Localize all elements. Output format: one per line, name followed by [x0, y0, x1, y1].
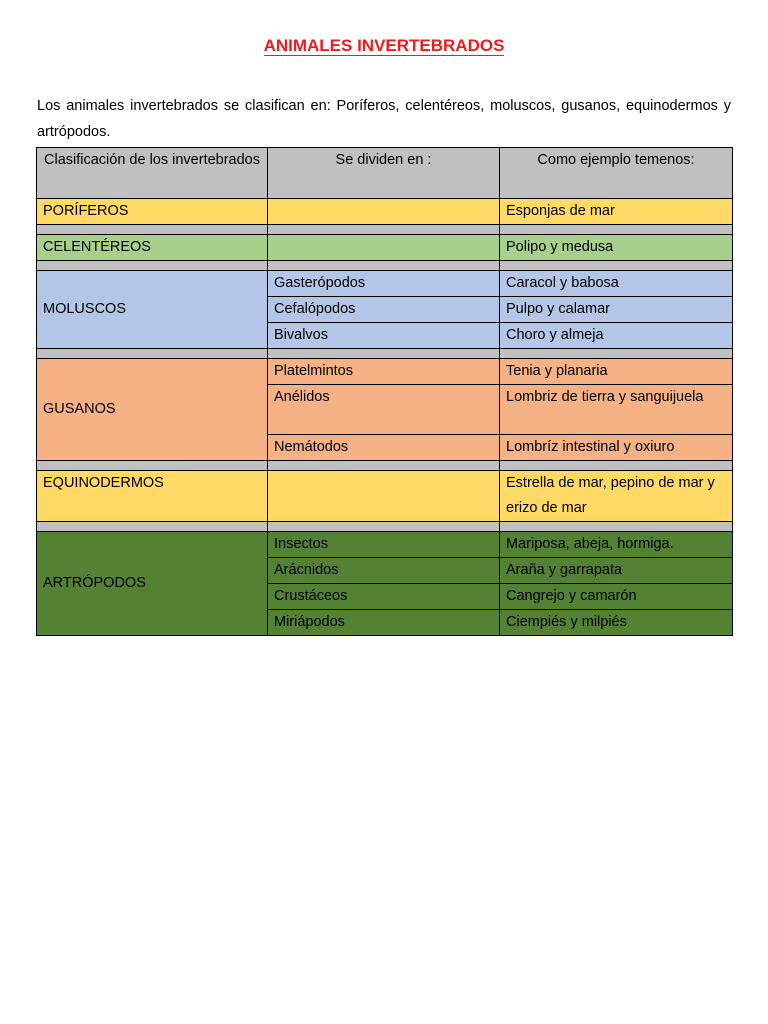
example-cell: Choro y almeja	[500, 323, 733, 349]
page-title-text: ANIMALES INVERTEBRADOS	[263, 36, 505, 55]
division-cell: Gasterópodos	[268, 271, 500, 297]
group-name: GUSANOS	[37, 359, 268, 461]
division-cell: Anélidos	[268, 385, 500, 435]
group-name: ARTRÓPODOS	[37, 532, 268, 636]
division-cell: Crustáceos	[268, 584, 500, 610]
table-row	[37, 199, 733, 225]
division-cell	[268, 235, 500, 261]
example-cell: Cangrejo y camarón	[500, 584, 733, 610]
group-name: PORÍFEROS	[37, 199, 268, 225]
page-title	[0, 36, 768, 56]
division-cell: Miriápodos	[268, 610, 500, 636]
example-cell: Lombriz de tierra y sanguijuela	[500, 385, 733, 435]
example-cell: Estrella de mar, pepino de mar y erizo de mar	[500, 471, 733, 522]
separator-row	[37, 225, 733, 235]
group-name: MOLUSCOS	[37, 271, 268, 349]
example-cell: Polipo y medusa	[500, 235, 733, 261]
example-cell: Mariposa, abeja, hormiga.	[500, 532, 733, 558]
table-row	[37, 532, 733, 558]
division-cell: Platelmintos	[268, 359, 500, 385]
division-cell: Cefalópodos	[268, 297, 500, 323]
division-cell	[268, 199, 500, 225]
example-cell: Tenia y planaria	[500, 359, 733, 385]
division-cell: Arácnidos	[268, 558, 500, 584]
example-cell: Pulpo y calamar	[500, 297, 733, 323]
invertebrates-table	[36, 147, 733, 636]
separator-row	[37, 349, 733, 359]
example-cell: Caracol y babosa	[500, 271, 733, 297]
header-examples: Como ejemplo temenos:	[500, 148, 733, 199]
division-cell: Nemátodos	[268, 435, 500, 461]
table-header-row	[37, 148, 733, 199]
division-cell: Bivalvos	[268, 323, 500, 349]
separator-row	[37, 461, 733, 471]
separator-row	[37, 261, 733, 271]
group-name: EQUINODERMOS	[37, 471, 268, 522]
table-row	[37, 471, 733, 522]
example-cell: Lombríz intestinal y oxiuro	[500, 435, 733, 461]
example-cell: Ciempiés y milpiés	[500, 610, 733, 636]
example-cell: Esponjas de mar	[500, 199, 733, 225]
table-row	[37, 235, 733, 261]
group-name: CELENTÉREOS	[37, 235, 268, 261]
division-cell: Insectos	[268, 532, 500, 558]
table-row	[37, 271, 733, 297]
header-divisions: Se dividen en :	[268, 148, 500, 199]
division-cell	[268, 471, 500, 522]
separator-row	[37, 522, 733, 532]
header-classification: Clasificación de los invertebrados	[37, 148, 268, 199]
table-row	[37, 359, 733, 385]
intro-paragraph: Los animales invertebrados se clasifican en: Poríferos, celentéreos, moluscos, gusanos, equinodermos y artrópodos.	[37, 98, 731, 140]
example-cell: Araña y garrapata	[500, 558, 733, 584]
